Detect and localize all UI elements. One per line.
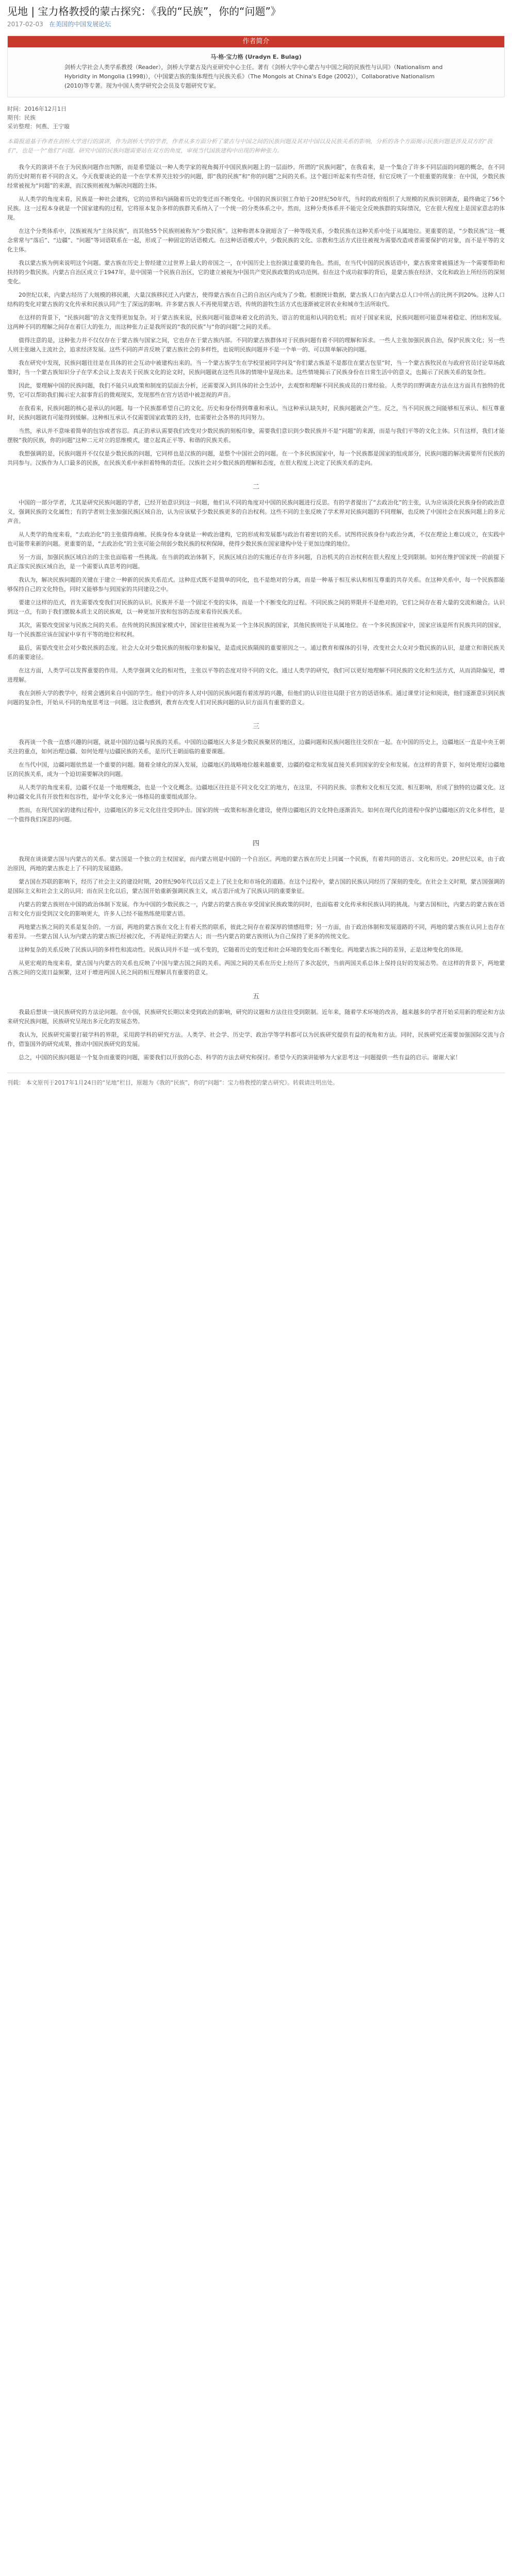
paragraph: 在当代中国，边疆问题依然是一个重要的问题。随着全球化的深入发展，边疆地区的战略地位越来越重要，边疆的稳定和发展直接关系到国家的安全和发展。在这样的背景下，如何处理好边疆地区的民族关系，成为一个迫切需要解决的问题。 [7, 761, 505, 777]
paragraph: 从更宏观的角度来看，蒙古国与内蒙古的关系也反映了中国与蒙古国之间的关系。两国之间的关系在历史上经历了多次起伏，当前两国关系总体上保持良好的发展态势。在这样的背景下，两地蒙古族之间的交流日益频繁，这对于增进两国人民之间的相互理解具有重要的意义。 [7, 960, 505, 976]
paragraph: 蒙古国在苏联的影响下，经历了社会主义的建设时期，20世纪90年代以后又走上了民主化和市场化的道路。在这个过程中，蒙古国的民族认同经历了深刻的变化。在社会主义时期，蒙古国强调的是国际主义和社会主义的认同；而在民主化以后，蒙古国开始重新强调民族主义，成吉思汗成为了民族认同的重要象征。 [7, 878, 505, 894]
paragraph: 在这个分类体系中，汉族被视为“主体民族”，而其他55个民族则被称为“少数民族”。这种称谓本身就暗含了一种等级关系，少数民族在这种关系中处于从属地位。更重要的是，“少数民族”这一概念常常与“落后”、“边疆”、“问题”等词语联系在一起，形成了一种固定的话语模式。在这种话语模式中，少数民族的文化、宗教和生活方式往往被视为需要改造或者需要保护的对象，而不是平等的文化主体。 [7, 228, 505, 253]
paragraph: 我在剑桥大学的教学中，经常会遇到来自中国的学生。他们中的许多人对中国的民族问题有着浓厚的兴趣，但他们的认识往往局限于官方的话语体系。通过课堂讨论和阅读，他们逐渐意识到民族问题的复杂性，开始从不同的角度思考这一问题。这让我感到，教育在改变人们对民族问题的认识方面具有重要的意义。 [7, 690, 505, 706]
paragraph: 我最后想谈一谈民族研究的方法论问题。在中国，民族研究长期以来受到政治的影响，研究的议题和方法往往受到限制。近年来，随着学术环境的改善，越来越多的学者开始采用新的理论和方法来研究民族问题，民族研究呈现出多元化的发展态势。 [7, 1009, 505, 1025]
footer-label: 刊载： [7, 1079, 24, 1086]
paragraph: 我今天的演讲不在于为民族问题作出判断，而是希望能以一种人类学家的视角揭开中国民族问题上的一层面纱。所谓的“民族问题”，在我看来，是一个集合了许多不同层面的问题的概念，在不同的历史时期有着不同的含义。今天我要谈论的是一个在学术界关注较少的问题，即“我的民族”和“你的问题”之间的关系。这个题目听起来有些奇怪，但它反映了一个很重要的现象：在中国，少数民族经常被视为“问题”的来源，而汉族则被视为解决问题的主体。 [7, 164, 505, 189]
author-intro-header: 作者简介 [8, 36, 504, 47]
paragraph: 两地蒙古族之间的关系是复杂的。一方面，两地的蒙古族在文化上有着天然的联系，彼此之间存在着深厚的情感纽带；另一方面，由于政治体制和发展道路的不同，两地的蒙古族在认同上也存在着差异。一些蒙古国人认为内蒙古的蒙古族已经被汉化，不再是纯正的蒙古人；而一些内蒙古的蒙古族则认为自己保持了更多的传统文化。 [7, 924, 505, 940]
footer-note [7, 1078, 505, 1088]
paragraph: 其次，需要改变国家与民族之间的关系。在传统的民族国家模式中，国家往往被视为某一个主体民族的国家，其他民族则处于从属地位。在一个多民族国家中，国家应该是所有民族共同的国家，每一个民族都应该在国家中享有平等的地位和权利。 [7, 622, 505, 638]
paragraph: 值得注意的是，这种张力并不仅仅存在于蒙古族与国家之间，它也存在于蒙古族内部。不同的蒙古族群体对于民族问题有着不同的理解和诉求。一些人主张加强民族自治，保护民族文化；另一些人则主张融入主流社会，追求经济发展。这些不同的声音反映了蒙古族社会的多样性，也说明民族问题并不是一个单一的、可以简单解决的问题。 [7, 337, 505, 353]
paragraph: 当然，承认并不意味着简单的包容或者容忍。真正的承认需要我们改变对少数民族的刻板印象，需要我们意识到少数民族并不是“问题”的来源，而是与我们平等的文化主体。只有这样，我们才能摆脱“我的民族，你的问题”这种二元对立的思维模式，建立起真正平等、和谐的民族关系。 [7, 428, 505, 444]
paragraph: 中国的一部分学者，尤其是研究民族问题的学者，已经开始意识到这一问题，他们从不同的角度对中国的民族问题进行反思。有的学者提出了“去政治化”的主张，认为应该淡化民族身份的政治意义，强调民族的文化属性；有的学者则主张加强民族区域自治，认为应该赋予少数民族更多的自治权利。这些不同的主张反映了学术界对民族问题的不同理解，也反映了中国社会在民族问题上的多元声音。 [7, 499, 505, 524]
paragraph: 我在研究中发现，民族问题往往是在具体的社会互动中被建构出来的。当一个蒙古族学生在学校里被同学问及“你们蒙古族是不是都住在蒙古包里”时，当一个蒙古族牧民在与政府官员讨论草场政策时，当一个蒙古族知识分子在学术会议上发表关于民族文化的论文时，民族问题就在这些具体的情境中显现出来。这些情境揭示了民族身份在日常生活中的意义，也揭示了民族关系的复杂性。 [7, 360, 505, 376]
pub-journal: 期刊：民族 [7, 114, 36, 121]
paragraph: 20世纪以来，内蒙古经历了大规模的移民潮，大量汉族移民迁入内蒙古，使得蒙古族在自己的自治区内成为了少数。根据统计数据，蒙古族人口在内蒙古总人口中所占的比例不到20%。这种人口结构的变化对蒙古族的文化传承和民族认同产生了深远的影响。许多蒙古族人不再使用蒙古语，传统的游牧生活方式也逐渐被定居农业和城市生活所取代。 [7, 292, 505, 308]
section-number: 五 [252, 993, 259, 1001]
paragraph: 因此，要理解中国的民族问题，我们不能只从政策和制度的层面去分析，还需要深入到具体的社会生活中，去观察和理解不同民族成员的日常经验。人类学的田野调查方法在这方面具有独特的优势，它可以帮助我们揭示宏大叙事背后的微观现实，发现那些在官方话语中被忽视的声音。 [7, 382, 505, 398]
paragraph: 我再谈一个我一直感兴趣的问题，就是中国的边疆与民族的关系。中国的边疆地区大多是少数民族聚居的地区，边疆问题和民族问题往往交织在一起。在中国的历史上，边疆地区一直是中央王朝关注的重点，如何治理边疆、如何处理与边疆民族的关系，是历代王朝面临的重要课题。 [7, 739, 505, 755]
paragraph: 在我看来，民族问题的核心是承认的问题。每一个民族都希望自己的文化、历史和身份得到尊重和承认。当这种承认缺失时，民族问题就会产生。反之，当不同民族之间能够相互承认、相互尊重时，民族问题就有可能得到缓解。这种相互承认不仅需要国家政策的支持，也需要社会各界的共同努力。 [7, 405, 505, 421]
paragraph: 总之，中国的民族问题是一个复杂而重要的问题，需要我们以开放的心态、科学的方法去研究和探讨。希望今天的演讲能够为大家思考这一问题提供一些有益的启示。谢谢大家！ [19, 1054, 461, 1061]
section-number: 二 [252, 483, 259, 491]
paragraph: 从人类学的角度来看，“去政治化”的主张值得商榷。民族身份本身就是一种政治建构，它的形成和发展都与政治有着密切的关系。试图将民族身份与政治分离，不仅在理论上难以成立，在实践中也可能带来新的问题。更重要的是，“去政治化”的主张可能会削弱少数民族的权利保障，使得少数民族在国家建构中处于更加边缘的地位。 [7, 531, 505, 547]
paragraph: 从人类学的角度来看，民族是一种社会建构，它的边界和内涵随着历史的变迁而不断变化。中国的民族识别工作始于20世纪50年代，当时的政府组织了大规模的民族识别调查，最终确定了56个民族。这一过程本身就是一个国家建构的过程，它将原本复杂多样的族群关系纳入了一个统一的分类体系之中。然而，这种分类体系并不能完全反映族群的实际情况，它在很大程度上是国家意志的体现。 [7, 196, 505, 221]
article-body [7, 163, 505, 1062]
paragraph: 这种复杂的关系反映了民族认同的多样性和流动性。民族认同并不是一成不变的，它随着历史的变迁和社会环境的变化而不断变化。两地蒙古族之间的差异，正是这种变化的体现。 [19, 946, 467, 953]
author-intro-body [8, 47, 504, 97]
section-number: 四 [252, 840, 259, 848]
paragraph: 在这方面，人类学可以发挥重要的作用。人类学强调文化的相对性，主张以平等的态度对待不同的文化。通过人类学的研究，我们可以更好地理解不同民族的文化和生活方式，从而消除偏见，增进理解。 [7, 667, 505, 683]
pub-editors: 采访整理：何燕、王宁璇 [7, 123, 70, 130]
pub-time: 时间：2016年12月1日 [7, 106, 67, 112]
article-source-link[interactable]: 在美国的中国发展论坛 [49, 21, 111, 28]
paragraph: 要建立这样的范式，首先需要改变我们对民族的认识。民族并不是一个固定不变的实体，而是一个不断变化的过程。不同民族之间的界限并不是绝对的，它们之间存在着大量的交流和融合。认识到这一点，有助于我们摆脱本质主义的民族观，以一种更加开放和包容的态度来看待民族关系。 [7, 599, 505, 615]
paragraph: 在这样的背景下，“民族问题”的含义变得更加复杂。对于蒙古族来说，民族问题可能意味着文化的消失、语言的衰退和认同的危机；而对于国家来说，民族问题则可能意味着稳定、团结和发展。这两种不同的理解之间存在着巨大的张力，而这种张力正是我所说的“我的民族”与“你的问题”之间的关系。 [7, 314, 505, 330]
publication-info [7, 105, 505, 131]
article-page [7, 0, 505, 1088]
author-name: 马·格·宝力格 (Uradyn E. Bulag) [210, 54, 302, 60]
article-title: 见地 | 宝力格教授的蒙古探究：《我的“民族”，你的“问题”》 [7, 5, 281, 18]
paragraph: 然而，在现代国家的建构过程中，边疆地区的多元文化往往受到冲击。国家的统一政策和标准化建设，使得边疆地区的文化特色逐渐消失。如何在现代化的进程中保护边疆地区的文化多样性，是一个值得我们深思的问题。 [7, 807, 505, 823]
article-meta [7, 20, 505, 28]
section-number: 三 [252, 723, 259, 731]
paragraph: 我认为，民族研究需要打破学科的界限，采用跨学科的研究方法。人类学、社会学、历史学、政治学等学科都可以为民族研究提供有益的视角和方法。同时，民族研究还需要加强国际交流与合作，借鉴国外的研究成果，推动中国民族研究的发展。 [7, 1031, 505, 1047]
footer-text: 本文原刊于2017年1月24日的“见地”栏目，原题为《我的“民族”，你的“问题”：宝力格教授的蒙古研究》。转载请注明出处。 [26, 1079, 339, 1086]
author-intro-box [7, 36, 505, 97]
paragraph: 另一方面，加强民族区域自治的主张也面临着一些挑战。在当前的政治体制下，民族区域自治的实施还存在许多问题，自治机关的自治权利在很大程度上受到限制。如何在维护国家统一的前提下真正落实民族区域自治，是一个需要认真思考的问题。 [7, 554, 505, 570]
paragraph: 我想强调的是，民族问题并不仅仅是少数民族的问题，它同样也是汉族的问题，是整个中国社会的问题。在一个多民族国家中，每一个民族都是国家的组成部分，民族问题的解决需要所有民族的共同参与。汉族作为人口最多的民族，在民族关系中承担着特殊的责任。汉族社会对少数民族的理解和态度，在很大程度上决定了民族关系的走向。 [7, 450, 505, 466]
paragraph: 我现在谈谈蒙古国与内蒙古的关系。蒙古国是一个独立的主权国家，而内蒙古则是中国的一个自治区。两地的蒙古族在历史上同属一个民族，有着共同的语言、文化和历史。20世纪以来，由于政治原因，两地的蒙古族走上了不同的发展道路。 [7, 856, 505, 872]
paragraph: 我认为，解决民族问题的关键在于建立一种新的民族关系范式。这种范式既不是简单的同化，也不是绝对的分离，而是一种基于相互承认和相互尊重的共存关系。在这种关系中，每一个民族都能够保持自己的文化特色，同时又能够参与到国家的共同建设之中。 [7, 577, 505, 592]
paragraph: 内蒙古的蒙古族则在中国的政治体制下发展。作为中国的少数民族之一，内蒙古的蒙古族在享受国家民族政策的同时，也面临着文化传承和民族认同的挑战。与蒙古国相比，内蒙古的蒙古族在语言和文化方面受到汉文化的影响更大，许多人已经不能熟练使用蒙古语。 [7, 901, 505, 917]
article-date: 2017-02-03 [7, 21, 43, 28]
paragraph: 从人类学的角度来看，边疆不仅是一个地理概念，也是一个文化概念。边疆地区往往是不同文化交汇的地方，在这里，不同的民族、宗教和文化相互交流、相互影响，形成了独特的边疆文化。这种边疆文化具有开放性和包容性，是中华文化多元一体格局的重要组成部分。 [7, 784, 505, 800]
author-bio: 剑桥大学社会人类学系教授（Reader），剑桥大学蒙古及内亚研究中心主任。著有《剑桥大学中心蒙古与中国之间的民族性与认同》（Nationalism and Hybridity in Mongolia (1998)），《中国蒙古族的集体理性与民族关系》（The Mongols at China's Edge (2002)），Collaborative Nationalism (2010)等专著。现为中国人类学研究会会员及专题研究专家。 [64, 64, 443, 89]
editor-note: 本篇报道基于作者在剑桥大学进行的演讲，作为剑桥大学的学者，作者从多方面分析了蒙古与中国之间的民族问题及其对中国以及民族关系的影响，分析的各个方面揭示民族问题是涉及双方的“我们”，也是一个“他们”问题。研究中国的民族问题需要站在双方的角度，审视当代国族建构中出现的种种张力。 [7, 138, 492, 154]
paragraph: 我以蒙古族为例来说明这个问题。蒙古族在历史上曾经建立过世界上最大的帝国之一，在中国历史上也扮演过重要的角色。然而，在当代中国的民族话语中，蒙古族常常被描述为一个需要帮助和扶持的少数民族。内蒙古自治区成立于1947年，是中国第一个民族自治区，它的建立被视为中国共产党民族政策的成功范例。但在这个成功叙事的背后，是蒙古族在经济、文化和政治上所经历的深刻变化。 [7, 260, 505, 285]
paragraph: 最后，需要改变社会对少数民族的态度。社会大众对少数民族的刻板印象和偏见，是造成民族隔阂的重要原因之一。通过教育和媒体的引导，改变社会大众对少数民族的认识，是建立和谐民族关系的重要途径。 [7, 645, 505, 660]
